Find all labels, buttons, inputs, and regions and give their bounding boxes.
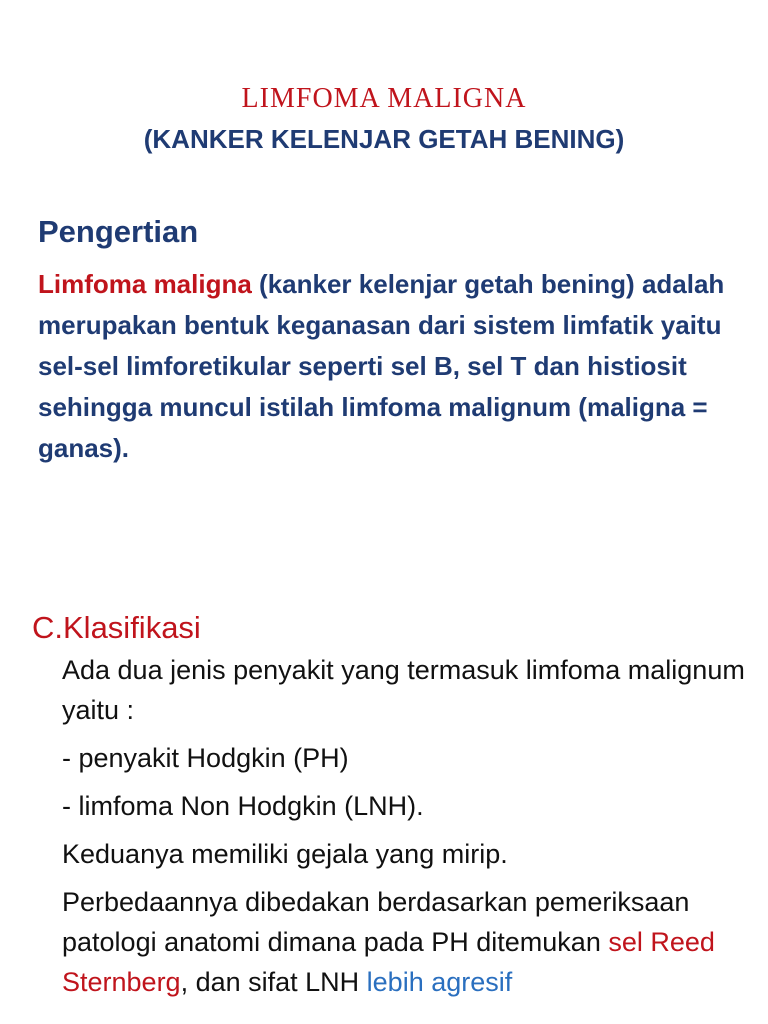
slide-title: LIMFOMA MALIGNA — [241, 83, 527, 114]
definition-paragraph — [38, 264, 758, 469]
klasifikasi-body — [62, 650, 752, 1010]
slide-subtitle: (KANKER KELENJAR GETAH BENING) — [143, 124, 625, 154]
definition-term: Limfoma maligna — [38, 269, 252, 299]
difference-text-1: Perbedaannya dibedakan berdasarkan pemeriksaan patologi anatomi dimana pada PH ditemukan — [62, 887, 690, 957]
klasifikasi-intro: Ada dua jenis penyakit yang termasuk limfoma malignum yaitu : — [62, 655, 745, 725]
similarity-text: Keduanya memiliki gejala yang mirip. — [62, 839, 508, 869]
list-item-non-hodgkin: - limfoma Non Hodgkin (LNH). — [62, 791, 424, 821]
reed-sternberg-highlight: sel Reed Sternberg — [62, 927, 715, 997]
difference-paragraph — [62, 882, 752, 1002]
difference-text-cutoff: lebih agresif — [366, 967, 513, 997]
list-item-hodgkin: - penyakit Hodgkin (PH) — [62, 743, 349, 773]
section-heading-pengertian: Pengertian — [38, 214, 199, 249]
definition-text: (kanker kelenjar getah bening) adalah merupakan bentuk keganasan dari sistem limfatik yaitu sel-sel limforetikular seperti sel B, sel T dan histiosit sehingga muncul istilah limfoma malignum (maligna = ganas). — [38, 269, 725, 463]
difference-text-2: , dan sifat LNH — [180, 967, 367, 997]
section-heading-klasifikasi: C.Klasifikasi — [32, 610, 201, 645]
